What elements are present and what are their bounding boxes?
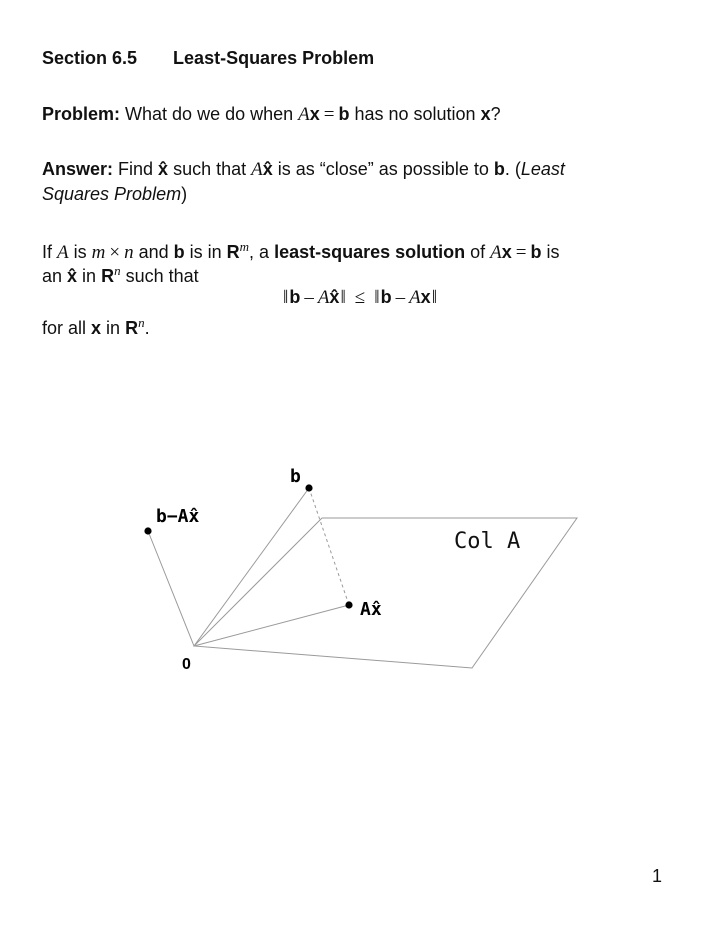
norm-bar: ‖ (340, 287, 346, 308)
def-text: such that (120, 266, 199, 286)
vector-x: x (309, 104, 320, 124)
def-text: in (101, 318, 126, 338)
point-b (305, 484, 312, 491)
minus-sign: – (395, 287, 406, 308)
def-text: an (42, 266, 68, 286)
answer-text: such that (168, 159, 252, 179)
equals-sign: = (323, 104, 335, 125)
point-residual (144, 527, 151, 534)
vector-b: b (289, 287, 301, 307)
matrix-a: A (317, 287, 330, 308)
vector-b: b (338, 104, 350, 124)
def-text: , a (249, 242, 275, 262)
vector-ax-hat-line (194, 605, 349, 646)
answer-italic: Least (520, 159, 565, 179)
norm-bar: ‖ (282, 287, 289, 308)
minus-sign: – (304, 287, 314, 308)
def-text: of (465, 242, 491, 262)
orthogonal-drop-line (309, 488, 349, 605)
vector-b: b (530, 242, 542, 262)
real-space: R (125, 318, 139, 338)
residual-vector-line (148, 531, 194, 646)
def-text: . (144, 318, 150, 338)
less-equal-sign: ≤ (354, 287, 366, 308)
vector-x-hat: x̂ (329, 287, 340, 307)
vector-b: b (173, 242, 185, 262)
def-text: for all (42, 318, 92, 338)
def-text: is (68, 242, 92, 262)
vector-b-line (194, 488, 309, 646)
real-space: R (226, 242, 240, 262)
def-text: in (77, 266, 102, 286)
def-text: and (133, 242, 174, 262)
label-origin: 0 (182, 656, 191, 673)
vector-x: x (501, 242, 512, 262)
equals-sign: = (515, 242, 527, 263)
matrix-a: A (298, 104, 310, 125)
def-text: is (541, 242, 560, 262)
vector-x-hat: x̂ (67, 266, 78, 286)
problem-text: ? (490, 104, 501, 124)
point-ax-hat (345, 601, 352, 608)
label-residual: b−Ax̂ (156, 506, 200, 527)
vector-x: x (480, 104, 491, 124)
vector-x: x (91, 318, 102, 338)
superscript-n: n (114, 263, 121, 278)
vector-b: b (380, 287, 392, 307)
vector-x-hat: x̂ (158, 159, 169, 179)
matrix-a: A (57, 242, 69, 263)
real-space: R (101, 266, 115, 286)
vector-x-hat: x̂ (262, 159, 273, 179)
vector-b: b (493, 159, 505, 179)
def-text: If (42, 242, 58, 262)
matrix-a: A (251, 159, 263, 180)
answer-text: . ( (504, 159, 521, 179)
dim-m: m (91, 242, 106, 263)
norm-bar: ‖ (431, 287, 438, 308)
dim-n: n (124, 242, 134, 263)
answer-text: Find (113, 159, 159, 179)
matrix-a: A (490, 242, 502, 263)
times-sign: × (109, 242, 121, 263)
term-least-squares-solution: least-squares solution (274, 242, 466, 262)
page-number: 1 (652, 866, 663, 886)
superscript-n: n (138, 315, 145, 330)
answer-label: Answer: (42, 159, 114, 179)
problem-text: has no solution (349, 104, 481, 124)
label-ax-hat: Ax̂ (360, 599, 382, 620)
section-title: Least-Squares Problem (173, 48, 375, 68)
superscript-m: m (239, 239, 250, 254)
vector-x: x (420, 287, 431, 307)
problem-text: What do we do when (125, 104, 299, 124)
def-text: is in (184, 242, 227, 262)
answer-text: ) (181, 184, 188, 204)
answer-text: is as “close” as possible to (272, 159, 494, 179)
norm-bar: ‖ (374, 287, 380, 308)
answer-italic: Squares Problem (42, 184, 182, 204)
label-plane: Col A (454, 529, 521, 554)
problem-label: Problem: (42, 104, 121, 124)
label-b: b (290, 466, 301, 487)
section-number: Section 6.5 (42, 48, 138, 68)
matrix-a: A (409, 287, 421, 308)
